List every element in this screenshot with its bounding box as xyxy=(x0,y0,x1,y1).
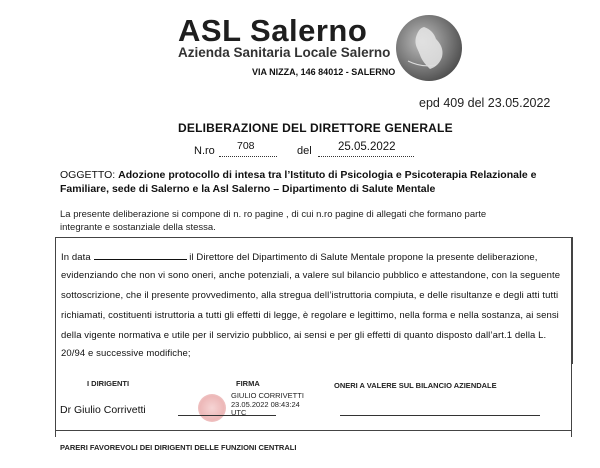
campania-region-logo-icon xyxy=(396,15,462,81)
deliberation-date: 25.05.2022 xyxy=(338,141,396,153)
digital-signature: GIULIO CORRIVETTI 23.05.2022 08:43:24 UTC xyxy=(231,391,304,417)
composizione-line-1: La presente deliberazione si compone di n. ro pagine , di cui n.ro pagine di allegati che formano parte xyxy=(60,209,487,220)
proposta-line-1 xyxy=(61,250,538,263)
numero-value: 708 xyxy=(237,140,255,152)
date-blank-line xyxy=(94,250,187,260)
proposta-box xyxy=(55,237,573,364)
org-short-name: ASL Salerno xyxy=(178,13,368,48)
proposta-line-1-rest: il Direttore del Dipartimento di Salute Mentale propone la presente deliberazione, xyxy=(189,252,538,263)
firma-line xyxy=(178,415,276,416)
oggetto-label: OGGETTO: xyxy=(60,169,116,181)
oggetto xyxy=(60,168,570,196)
document-title: DELIBERAZIONE DEL DIRETTORE GENERALE xyxy=(178,121,453,135)
numero-label: N.ro xyxy=(194,145,215,157)
proposta-line-6: 20/94 e successive modifiche; xyxy=(61,348,191,359)
oneri-label: ONERI A VALERE SUL BILANCIO AZIENDALE xyxy=(334,381,497,390)
proposta-line-3: sottoscrizione, che il presente provvedimento, alla stregua dell’istruttoria compiuta, e delle risultanze e degli atti tutti xyxy=(61,290,559,301)
in-data-label: In data xyxy=(61,252,91,263)
org-full-name: Azienda Sanitaria Locale Salerno xyxy=(178,45,391,60)
digital-signature-seal-icon xyxy=(198,394,226,422)
proposta-line-2: evidenziando che non vi sono oneri, anche potenziali, a valere sul bilancio pubblico e attestandone, con la seguente xyxy=(61,270,561,281)
box-left-border xyxy=(55,237,56,437)
dirigente-name: Dr Giulio Corrivetti xyxy=(60,404,146,416)
proposta-line-4: richiamati, costituenti istruttoria a tutti gli effetti di legge, è regolare e legittimo, nella forma e nella sostanza, ai sensi xyxy=(61,310,559,321)
del-label: del xyxy=(297,145,312,157)
composizione-line-2: integrante e sostanziale della stessa. xyxy=(60,222,216,233)
proposta-line-5: della vigente normativa e utile per il servizio pubblico, ai sensi e per gli effetti di quanto disposto dall’art.1 della L. xyxy=(61,330,547,341)
dirigenti-label: I DIRIGENTI xyxy=(87,379,130,388)
section-divider xyxy=(55,430,571,431)
org-address: VIA NIZZA, 146 84012 - SALERNO xyxy=(252,67,396,77)
epd-reference: epd 409 del 23.05.2022 xyxy=(419,96,551,110)
pareri-label: PARERI FAVOREVOLI DEI DIRIGENTI DELLE FUNZIONI CENTRALI xyxy=(60,443,297,452)
oneri-line xyxy=(340,415,540,416)
box-right-border xyxy=(571,237,572,437)
firma-label: FIRMA xyxy=(236,379,260,388)
oggetto-text: Adozione protocollo di intesa tra l’Istituto di Psicologia e Psicoterapia Relazionale e Familiare, sede di Salerno e la Asl Salerno – Dipartimento di Salute Mentale xyxy=(60,169,537,195)
